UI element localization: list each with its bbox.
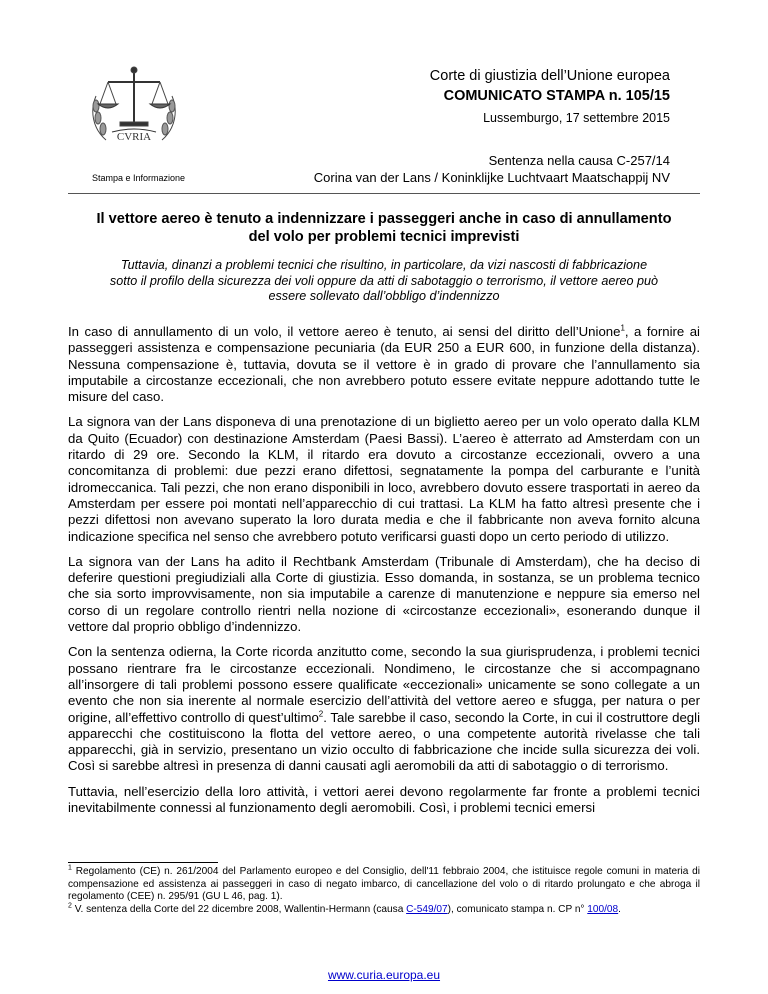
subtitle-line: Tuttavia, dinanzi a problemi tecnici che risultino, in particolare, da vizi nascosti di fabbricazione (120, 258, 648, 272)
case-parties: Corina van der Lans / Koninklijke Luchtvaart Maatschappij NV (313, 170, 670, 185)
header-divider (68, 193, 700, 194)
case-link-c-549-07[interactable]: C-549/07 (406, 903, 448, 915)
department-label: Stampa e Informazione (92, 173, 186, 183)
body-text (68, 324, 700, 825)
paragraph-1: In caso di annullamento di un volo, il vettore aereo è tenuto, ai sensi del diritto dell’Unione$^1$, a fornire ai passeggeri assistenza e compensazione pecuniaria (da EUR 250 a EUR 600, in funzione della distanza). Nessuna compensazione è, tuttavia, dovuta se il vettore è in grado di provare che l’annullamento sia imputabile a circostanze eccezionali, che non avrebbero potuto essere evitate neppure adottando tutte le misure del caso. (68, 323, 700, 405)
press-release-number: COMUNICATO STAMPA n. 105/15 (443, 88, 670, 104)
footer (0, 968, 768, 982)
press-release-title (68, 210, 700, 246)
case-reference: Sentenza nella causa C-257/14 (488, 153, 670, 168)
paragraph-4: Con la sentenza odierna, la Corte ricorda anzitutto come, secondo la sua giurisprudenza, i problemi tecnici possano rientrare fra le circostanze eccezionali. Nondimeno, le circostanze che si accompagnano all’insorgere di tali problemi possono essere qualificate «eccezionali» unicamente se sono collegate a un evento che non sia inerente al normale esercizio dell’attività del vettore aereo e sfugga, per natura o per origine, all’effettivo controllo di quest’ultimo$^2$. Tale sarebbe il caso, secondo la Corte, in cui il costruttore degli apparecchi che costituiscono la flotta del vettore aereo, o una competente autorità rivelasse che tali apparecchi, già in servizio, presentano un vizio occulto di fabbricazione che incide sulla sicurezza dei voli. Così si sarebbe altresì in presenza di danni causati agli aeromobili da atti di sabotaggio o di terrorismo. (68, 644, 700, 774)
footnote-2: $^2$ V. sentenza della Corte del 22 dicembre 2008, Wallentin-Hermann (causa C-549/07), comunicato stampa n. CP n° 100/08. (68, 902, 621, 915)
footnote-1: $^1$ Regolamento (CE) n. 261/2004 del Parlamento europeo e del Consiglio, dell'11 febbraio 2004, che istituisce regole comuni in materia di compensazione ed assistenza ai passeggeri in caso di negato imbarco, di cancellazione del volo o di ritardo prolungato e che abroga il regolamento (CEE) n. 295/91 (GU L 46, pag. 1). (68, 864, 700, 903)
curia-website-link[interactable]: www.curia.europa.eu (327, 968, 441, 982)
footnote-divider (68, 862, 218, 863)
footnote-ref-2[interactable]: 2 (318, 709, 324, 719)
press-release-link-100-08[interactable]: 100/08 (587, 903, 619, 915)
paragraph-3: La signora van der Lans ha adito il Rechtbank Amsterdam (Tribunale di Amsterdam), che ha deciso di deferire questioni pregiudiziali alla Corte di giustizia. Esso domanda, in sostanza, se un problema tecnico che sia sorto improvvisamente, non sia imputabile a carenze di manutenzione e neppure sia emerso nel corso di un regolare controllo rientri nella nozione di «circostanze eccezionali», esonerando dunque il vettore dal proprio obbligo d’indennizzo. (68, 553, 700, 635)
court-name: Corte di giustizia dell’Unione europea (429, 68, 670, 84)
curia-logo (82, 62, 186, 154)
press-release-subtitle (68, 258, 700, 305)
title-line: Il vettore aereo è tenuto a indennizzare i passeggeri anche in caso di annullamento (96, 211, 672, 227)
subtitle-line: essere sollevato dall’obbligo d’indennizzo (268, 289, 500, 303)
svg-text:CVRIA: CVRIA (116, 131, 152, 143)
subtitle-line: sotto il profilo della sicurezza dei voli oppure da atti di sabotaggio o terrorismo, il vettore aereo può (109, 273, 659, 288)
paragraph-2: La signora van der Lans disponeva di una prenotazione di un biglietto aereo per un volo operato dalla KLM da Quito (Ecuador) con destinazione Amsterdam (Paesi Bassi). L’aereo è atterrato ad Amsterdam con un ritardo di 29 ore. Secondo la KLM, il ritardo era dovuto a circostanze eccezionali, ovvero a una concomitanza di problemi: due pezzi erano difettosi, segnatamente la pompa del carburante e l’unità idromeccanica. Tali pezzi, che non erano disponibili in loco, avrebbero dovuto essere trasportati in aereo da Amsterdam per essere poi montati nell’apparecchio di cui trattasi. La KLM ha fatto altresì presente che i pezzi difettosi non avevano superato la loro durata media e che il fabbricante non aveva fornito alcuna indicazione specifica nel senso che avrebbero potuto verificarsi guasti dopo un certo periodo di utilizzo. (68, 414, 700, 544)
title-line: del volo per problemi tecnici imprevisti (248, 229, 520, 245)
footnote-ref-1[interactable]: 1 (620, 323, 625, 333)
scales-of-justice-icon (82, 62, 186, 154)
place-date: Lussemburgo, 17 settembre 2015 (483, 111, 670, 125)
paragraph-5: Tuttavia, nell’esercizio della loro attività, i vettori aerei devono regolarmente far fronte a problemi tecnici inevitabilmente connessi al funzionamento degli aeromobili. Così, i problemi tecnici emersi (68, 783, 700, 816)
footnotes (68, 866, 700, 916)
